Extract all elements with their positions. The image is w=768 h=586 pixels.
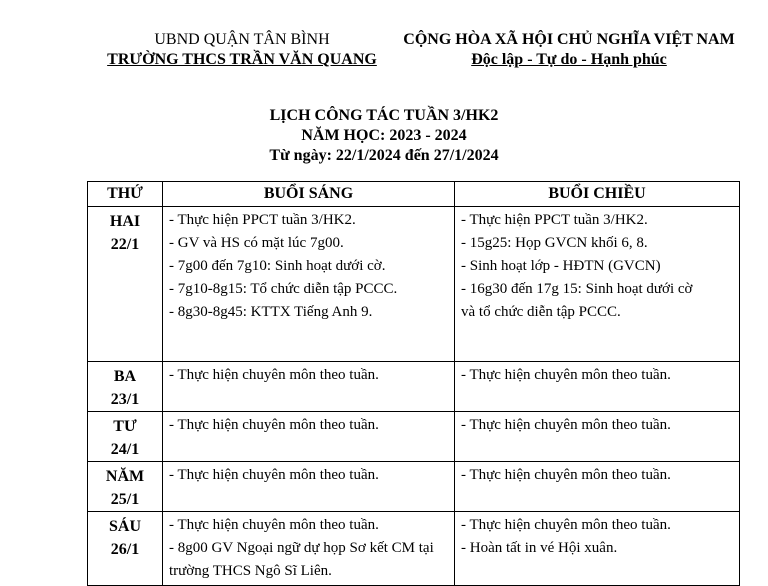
day-date: 25/1 [110,491,140,508]
day-cell [88,412,163,462]
day-name: SÁU [108,518,141,535]
table-header-row [88,182,740,207]
day-cell [88,512,163,586]
title-line-1: LỊCH CÔNG TÁC TUẦN 3/HK2 [269,107,499,124]
country-name: CỘNG HÒA XÃ HỘI CHỦ NGHĨA VIỆT NAM [403,31,735,48]
morning-item: - 8g00 GV Ngoại ngữ dự họp Sơ kết CM tại [169,540,434,556]
afternoon-cell [455,207,740,362]
day-date: 23/1 [110,391,140,408]
header-day: THỨ [88,182,163,207]
day-date: 24/1 [110,441,140,458]
school-name: TRƯỜNG THCS TRẦN VĂN QUANG [107,51,377,68]
motto: Độc lập - Tự do - Hạnh phúc [471,51,667,68]
header-morning: BUỔI SÁNG [163,182,455,207]
day-cell [88,207,163,362]
morning-item: - 7g10-8g15: Tổ chức diễn tập PCCC. [169,281,398,297]
afternoon-item: - Sinh hoạt lớp - HĐTN (GVCN) [461,258,661,274]
title-line-2: NĂM HỌC: 2023 - 2024 [301,127,467,144]
morning-item: - Thực hiện chuyên môn theo tuần. [169,367,379,383]
district-name: UBND QUẬN TÂN BÌNH [154,31,330,48]
afternoon-cell [455,362,740,412]
morning-item: - 8g30-8g45: KTTX Tiếng Anh 9. [169,304,373,320]
header-left [92,30,392,70]
afternoon-item: - 15g25: Họp GVCN khối 6, 8. [461,235,648,251]
day-name: TƯ [113,418,137,435]
morning-item: - GV và HS có mặt lúc 7g00. [169,235,344,251]
afternoon-item: - Thực hiện chuyên môn theo tuần. [461,417,671,433]
table-row [88,512,740,586]
document-title [0,106,768,166]
morning-item: - Thực hiện chuyên môn theo tuần. [169,517,379,533]
table-row [88,362,740,412]
day-name: HAI [109,213,141,230]
morning-cell [163,512,455,586]
afternoon-item: - Thực hiện PPCT tuần 3/HK2. [461,212,648,228]
morning-item: trường THCS Ngô Sĩ Liên. [169,563,332,579]
morning-cell [163,207,455,362]
afternoon-item: - Thực hiện chuyên môn theo tuần. [461,517,671,533]
schedule-table [87,181,740,586]
afternoon-item: - Thực hiện chuyên môn theo tuần. [461,467,671,483]
morning-item: - 7g00 đến 7g10: Sinh hoạt dưới cờ. [169,258,386,274]
day-cell [88,462,163,512]
table-row [88,462,740,512]
header-afternoon: BUỔI CHIỀU [455,182,740,207]
afternoon-item: - Thực hiện chuyên môn theo tuần. [461,367,671,383]
morning-cell [163,362,455,412]
afternoon-cell [455,412,740,462]
title-line-3: Từ ngày: 22/1/2024 đến 27/1/2024 [269,147,499,164]
day-name: BA [113,368,137,385]
afternoon-item: - Hoàn tất in vé Hội xuân. [461,540,618,556]
table-row [88,207,740,362]
afternoon-cell [455,462,740,512]
morning-cell [163,412,455,462]
afternoon-item: - 16g30 đến 17g 15: Sinh hoạt dưới cờ [461,281,693,297]
morning-item: - Thực hiện chuyên môn theo tuần. [169,467,379,483]
morning-cell [163,462,455,512]
morning-item: - Thực hiện PPCT tuần 3/HK2. [169,212,356,228]
day-cell [88,362,163,412]
afternoon-item: và tổ chức diễn tập PCCC. [461,304,621,320]
day-date: 26/1 [110,541,140,558]
day-name: NĂM [105,468,145,485]
morning-item: - Thực hiện chuyên môn theo tuần. [169,417,379,433]
header-right [396,30,742,70]
afternoon-cell [455,512,740,586]
table-row [88,412,740,462]
day-date: 22/1 [110,236,140,253]
